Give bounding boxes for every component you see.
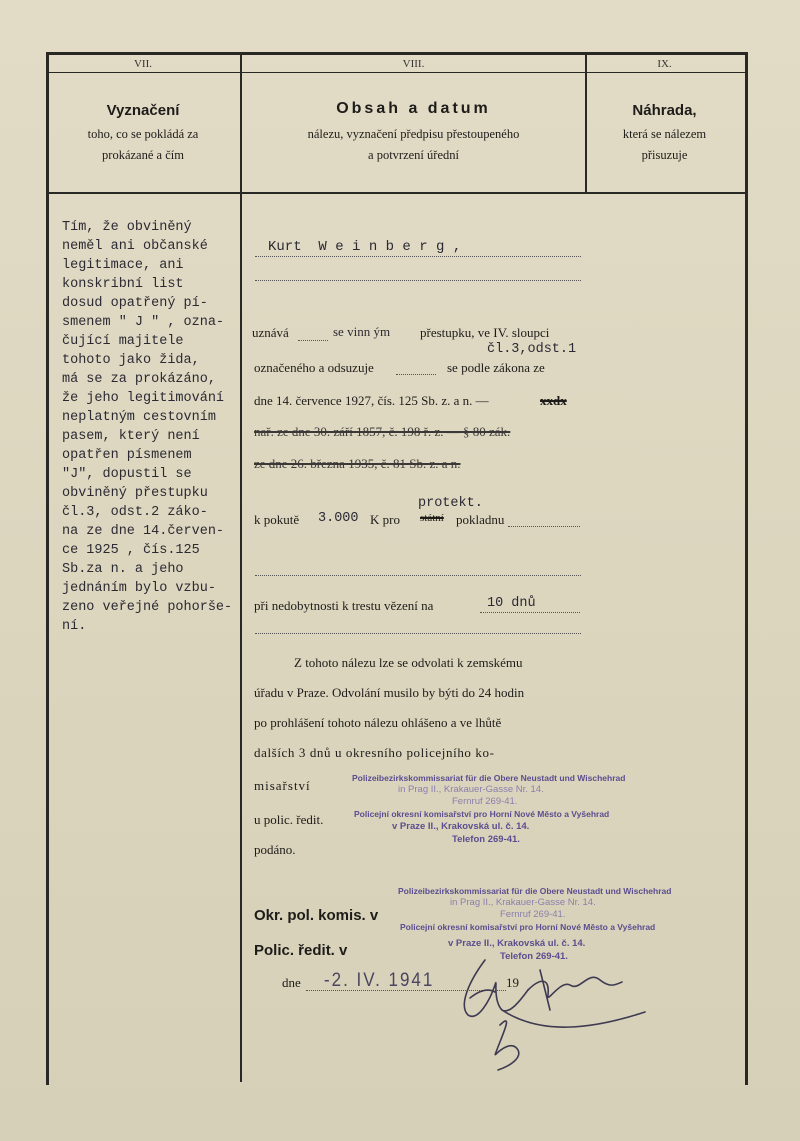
signature-drawing — [440, 940, 660, 1080]
appeal-line: dalších 3 dnů u okresního policejního ko- — [254, 745, 495, 760]
prestupku-text: přestupku, ve IV. sloupci — [420, 325, 550, 340]
stamp-line: v Praze II., Krakovská ul. č. 14. — [448, 938, 586, 949]
finding-line: neplatným cestovním — [62, 410, 216, 425]
finding-line: na ze dne 14.červen- — [62, 524, 225, 539]
protekt-typed: protekt. — [418, 496, 483, 511]
column-divider-2 — [585, 52, 587, 192]
finding-line: zeno veřejné pohorše- — [62, 600, 233, 615]
podano-label: podáno. — [254, 842, 296, 857]
uznava-label: uznává — [252, 325, 289, 340]
oznaceneho-text: označeného a odsuzuje — [254, 360, 374, 375]
statni-struck: státní — [420, 512, 444, 524]
pokladnu-word: pokladnu — [456, 512, 505, 527]
finding-line: že jeho legitimování — [62, 391, 225, 406]
header-top-rule — [46, 72, 745, 73]
dotted-line — [508, 526, 580, 527]
column-sub-viii-2: a potvrzení úřední — [368, 148, 459, 162]
polic-redit-v-label: Polic. ředit. v — [254, 942, 348, 959]
law-line: dne 14. července 1927, čís. 125 Sb. z. a n. — — [254, 393, 489, 408]
pokladnu-prefix: K pro — [370, 512, 400, 527]
finding-line: jednáním bylo vzbu- — [62, 581, 216, 596]
column-number-ix: IX. — [657, 58, 672, 70]
finding-line: čující majitele — [62, 334, 184, 349]
days-typed: 10 dnů — [487, 596, 536, 611]
dotted-line — [255, 633, 581, 634]
finding-line: opatřen písmenem — [62, 448, 192, 463]
date-stamp: -2. IV. 1941 — [324, 968, 435, 991]
pokute-label: k pokutě — [254, 512, 300, 527]
fine-amount: 3.000 — [318, 511, 359, 526]
finding-line: dosud opatřený pí- — [62, 296, 208, 311]
dotted-line — [255, 575, 581, 576]
appeal-line: úřadu v Praze. Odvolání musilo by býti do 24 hodin — [254, 685, 525, 700]
finding-line: ní. — [62, 619, 87, 634]
year-prefix: 19 — [506, 975, 519, 990]
polic-redit-line: u polic. ředit. — [254, 812, 324, 827]
finding-line: Sb.za n. a jeho — [62, 562, 184, 577]
dotted-line — [480, 612, 580, 613]
law-strike: xxdx — [540, 393, 567, 408]
dotted-line — [298, 340, 328, 341]
finding-line: obviněný přestupku — [62, 486, 208, 501]
stamp-line: in Prag II., Krakauer-Gasse Nr. 14. — [398, 784, 544, 795]
stamp-line: in Prag II., Krakauer-Gasse Nr. 14. — [450, 897, 596, 908]
appeal-line: Z tohoto nálezu lze se odvolati k zemskému — [294, 655, 523, 670]
finding-line: ce 1925 , čís.125 — [62, 543, 200, 558]
stamp-line: Polizeibezirkskommissariat für die Obere Neustadt und Wischehrad — [352, 773, 626, 783]
dotted-line — [255, 256, 581, 257]
dotted-line — [396, 374, 436, 375]
column-sub-vii-1: toho, co se pokládá za — [87, 127, 199, 141]
column-number-vii: VII. — [133, 58, 153, 70]
stamp-line: Telefon 269-41. — [500, 951, 568, 962]
stamp-line: Policejní okresní komisařství pro Horní Nové Město a Vyšehrad — [354, 809, 610, 819]
column-title-viii: Obsah a datum — [336, 100, 491, 117]
column-sub-ix-1: která se nálezem — [622, 127, 707, 141]
column-divider-1 — [240, 52, 242, 1082]
stamp-line: Fernruf 269-41. — [500, 909, 566, 920]
appeal-line: po prohlášení tohoto nálezu ohlášeno a ve lhůtě — [254, 715, 502, 730]
column-sub-viii-1: nálezu, vyznačení předpisu přestoupeného — [307, 127, 520, 141]
stamp-line: Telefon 269-41. — [452, 834, 520, 845]
finding-line: má se za prokázáno, — [62, 372, 216, 387]
podle-text: se podle zákona ze — [447, 360, 545, 375]
column-sub-vii-2: prokázané a čím — [102, 148, 184, 162]
dotted-line — [255, 280, 581, 281]
stamp-line: v Praze II., Krakovská ul. č. 14. — [392, 821, 530, 832]
finding-line: konskribní list — [62, 277, 184, 292]
stamp-line: Polizeibezirkskommissariat für die Obere Neustadt und Wischehrad — [398, 886, 672, 896]
finding-line: neměl ani občanské — [62, 239, 208, 254]
dne-label: dne — [282, 975, 301, 990]
finding-line: Tím, že obviněný — [62, 220, 192, 235]
finding-line: čl.3, odst.2 záko- — [62, 505, 208, 520]
clause-typed: čl.3,odst.1 — [487, 342, 577, 357]
column-title-ix: Náhrada, — [632, 102, 697, 119]
finding-line: pasem, který není — [62, 429, 200, 444]
finding-line: legitimace, ani — [62, 258, 184, 273]
appeal-line: misařství — [254, 778, 311, 793]
struck-line-1: nař. ze dne 30. září 1857, č. 198 ř. z. — § 80 zák. — [254, 424, 511, 439]
finding-line: tohoto jako žida, — [62, 353, 200, 368]
okr-pol-komis-label: Okr. pol. komis. v — [254, 907, 379, 924]
column-number-viii: VIII. — [402, 58, 425, 70]
defendant-name: Kurt W e i n b e r g , — [268, 239, 462, 255]
finding-line: smenem " J " , ozna- — [62, 315, 225, 330]
column-sub-ix-2: přisuzuje — [641, 148, 688, 162]
nedobytnost-text: při nedobytnosti k trestu vězení na — [254, 598, 434, 613]
stamp-line: Policejní okresní komisařství pro Horní Nové Město a Vyšehrad — [400, 922, 656, 932]
column-title-vii: Vyznačení — [106, 102, 180, 119]
header-bottom-rule — [46, 192, 745, 194]
guilty-fill: se vinn ým — [333, 324, 391, 339]
finding-line: "J", dopustil se — [62, 467, 192, 482]
stamp-line: Fernruf 269-41. — [452, 796, 518, 807]
struck-line-2: ze dne 26. března 1935, č. 81 Sb. z. a n. — [254, 456, 461, 471]
